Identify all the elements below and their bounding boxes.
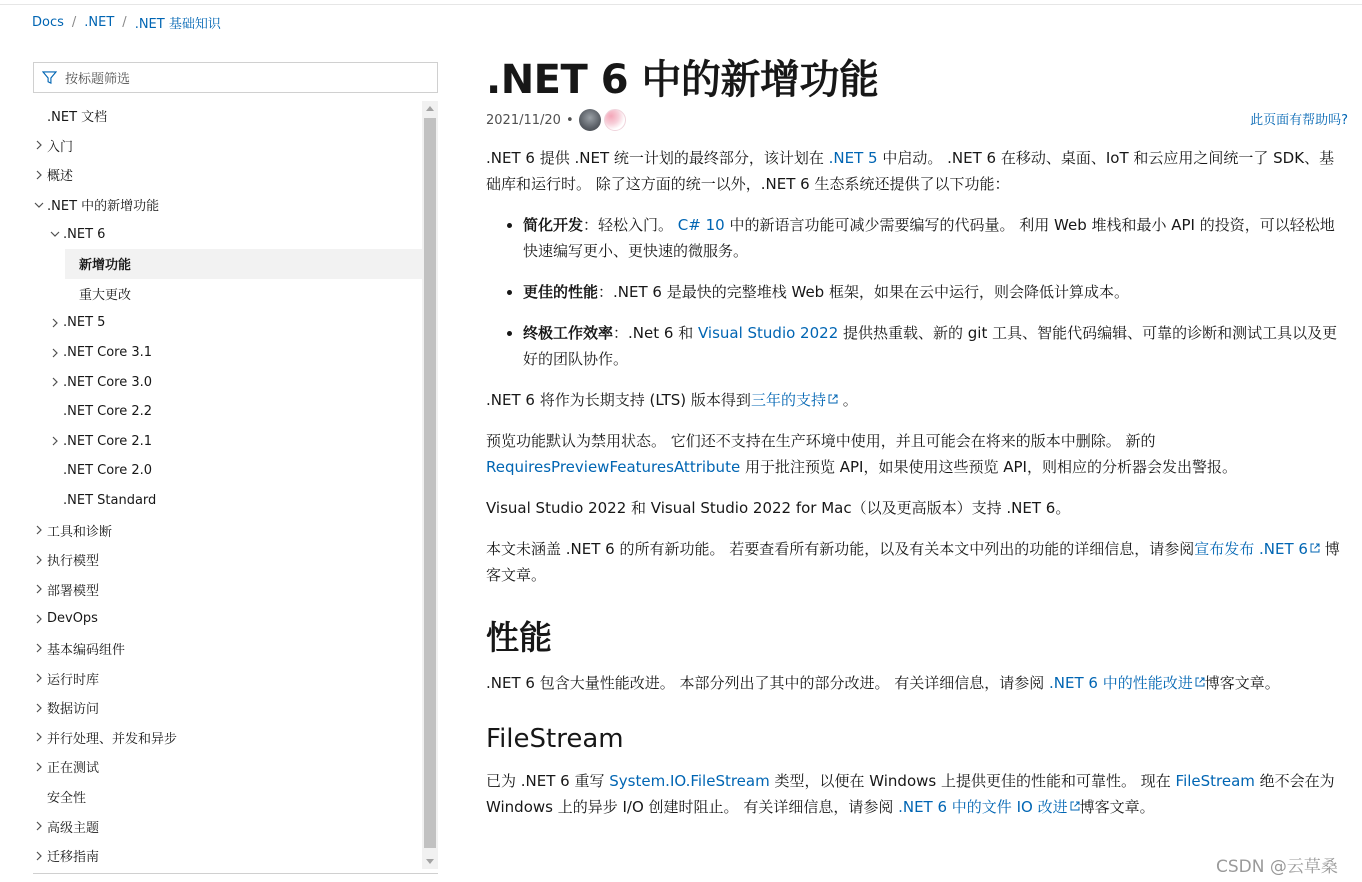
- toc-item-label: .NET 文档: [47, 110, 108, 126]
- article-body: [486, 145, 1348, 820]
- text: 已为 .NET 6 重写: [486, 772, 610, 790]
- toc-filter-input[interactable]: [33, 62, 438, 93]
- chevron-right-icon[interactable]: [33, 821, 45, 831]
- text: .NET 6 提供 .NET 统一计划的最终部分，该计划在: [486, 149, 829, 167]
- toc-item[interactable]: [33, 841, 422, 869]
- filestream-heading: FileStream: [486, 724, 624, 754]
- chevron-right-icon[interactable]: [33, 614, 45, 624]
- chevron-right-icon[interactable]: [33, 525, 45, 535]
- toc-item[interactable]: [33, 634, 422, 664]
- chevron-right-icon[interactable]: [33, 851, 45, 861]
- breadcrumb: [32, 13, 221, 32]
- toc-item[interactable]: [33, 575, 422, 605]
- external-link-icon: [1310, 543, 1320, 553]
- toc-item-label: 入门: [47, 139, 74, 155]
- bullet-title: 简化开发: [523, 216, 584, 234]
- chevron-right-icon[interactable]: [33, 762, 45, 772]
- chevron-right-icon[interactable]: [33, 555, 45, 565]
- toc-item-label: 基本编码组件: [47, 642, 126, 658]
- toc-item-label: 安全性: [47, 790, 87, 806]
- toc-item[interactable]: [33, 338, 422, 368]
- system-io-filestream-link[interactable]: System.IO.FileStream: [609, 772, 770, 790]
- support-link[interactable]: [751, 391, 838, 409]
- text: 博客文章。: [1204, 674, 1280, 692]
- not-covered-paragraph: [486, 536, 1348, 588]
- toc-item[interactable]: [33, 397, 422, 427]
- sidebar-divider: [33, 873, 438, 874]
- toc-item-label: .NET Core 2.2: [63, 404, 153, 420]
- external-link-icon: [828, 394, 838, 404]
- toc-item[interactable]: [33, 160, 422, 190]
- toc-item[interactable]: [33, 515, 422, 545]
- article-date: 2021/11/20: [486, 112, 561, 128]
- text: ：.NET 6 是最快的完整堆栈 Web 框架，如果在云中运行，则会降低计算成本。: [598, 283, 1129, 301]
- performance-paragraph: [486, 670, 1348, 696]
- toc-item[interactable]: [33, 486, 422, 516]
- toc-item-label: .NET Core 2.1: [63, 433, 153, 449]
- preview-paragraph: [486, 428, 1348, 480]
- toc-item-label: 重大更改: [79, 287, 132, 303]
- chevron-down-icon[interactable]: [33, 201, 45, 209]
- breadcrumb-fundamentals[interactable]: .NET 基础知识: [134, 17, 221, 32]
- requires-preview-link[interactable]: RequiresPreviewFeaturesAttribute: [486, 458, 741, 476]
- chevron-right-icon[interactable]: [33, 732, 45, 742]
- bullet-title: 终极工作效率: [523, 324, 614, 342]
- performance-heading: 性能: [486, 618, 552, 657]
- chevron-right-icon[interactable]: [33, 703, 45, 713]
- meta-dot: •: [565, 112, 574, 128]
- scroll-up-icon[interactable]: [426, 106, 434, 111]
- toc-item[interactable]: [33, 101, 422, 131]
- text: 本文未涵盖 .NET 6 的所有新功能。 若要查看所有新功能，以及有关本文中列出的功能的详细信息，请参阅: [486, 540, 1195, 558]
- text: .NET 6 将作为长期支持 (LTS) 版本得到: [486, 391, 751, 409]
- toc-item-label: .NET 5: [63, 315, 106, 331]
- list-item: [523, 279, 1348, 305]
- text: 预览功能默认为禁用状态。 它们还不支持在生产环境中使用，并且可能会在将来的版本中删除。 新的: [486, 432, 1156, 450]
- scroll-down-icon[interactable]: [426, 859, 434, 864]
- link-text: .NET 6 中的文件 IO 改进: [898, 798, 1068, 816]
- chevron-right-icon[interactable]: [33, 140, 45, 150]
- text: 博客文章。: [486, 540, 1340, 584]
- link-text: 宣布发布 .NET 6: [1194, 540, 1308, 558]
- toc-item[interactable]: [33, 279, 422, 309]
- text: 用于批注预览 API，如果使用这些预览 API，则相应的分析器会发出警报。: [740, 458, 1237, 476]
- filter-icon: [42, 70, 57, 85]
- toc-item-label: .NET Core 2.0: [63, 463, 153, 479]
- chevron-right-icon[interactable]: [33, 170, 45, 180]
- toc-item[interactable]: [33, 308, 422, 338]
- toc-item[interactable]: [33, 604, 422, 634]
- file-io-improvements-link[interactable]: [898, 798, 1079, 816]
- toc-item[interactable]: [33, 545, 422, 575]
- announcement-link[interactable]: [1194, 540, 1320, 558]
- contributor-avatar[interactable]: [604, 109, 626, 131]
- external-link-icon: [1195, 677, 1205, 687]
- toc-item-label: 工具和诊断: [47, 524, 113, 540]
- chevron-right-icon[interactable]: [49, 377, 61, 387]
- perf-improvements-link[interactable]: [1049, 674, 1205, 692]
- text: 中的新语言功能可减少需要编写的代码量。 利用 Web 堆栈和最小 API 的投资，可以轻松地快速编写更小、更快速的微服务。: [523, 216, 1335, 260]
- toc-item[interactable]: [33, 693, 422, 723]
- lts-paragraph: [486, 387, 1348, 413]
- page-title: .NET 6 中的新增功能: [486, 57, 879, 103]
- toc-item-label: 迁移指南: [47, 850, 100, 866]
- vs2022-link[interactable]: Visual Studio 2022: [697, 324, 839, 342]
- toc-item-label: 数据访问: [47, 702, 100, 718]
- chevron-down-icon[interactable]: [49, 230, 61, 238]
- toc-item-label: .NET Standard: [63, 493, 157, 509]
- breadcrumb-docs[interactable]: Docs: [32, 15, 64, 30]
- toc-item-label: DevOps: [47, 611, 98, 627]
- toc-item-label: 新增功能: [79, 258, 132, 274]
- chevron-right-icon[interactable]: [33, 643, 45, 653]
- toc-item[interactable]: [33, 782, 422, 812]
- breadcrumb-separator: /: [122, 15, 127, 30]
- chevron-right-icon[interactable]: [49, 348, 61, 358]
- toc-item[interactable]: [33, 456, 422, 486]
- csharp10-link[interactable]: C# 10: [677, 216, 725, 234]
- list-item: [523, 320, 1348, 372]
- text: ：.Net 6 和: [613, 324, 698, 342]
- watermark: CSDN @云草桑: [1216, 857, 1338, 877]
- toc-item-label: .NET Core 3.1: [63, 345, 153, 361]
- toc-item[interactable]: [33, 663, 422, 693]
- toc-item-label: 概述: [47, 169, 74, 185]
- intro-paragraph: [486, 145, 1348, 197]
- text: 绝不会在为 Windows 上的异步 I/O 创建时阻止。 有关详细信息，请参阅: [486, 772, 1335, 816]
- filter-placeholder: 按标题筛选: [65, 72, 131, 87]
- feature-list: [486, 212, 1348, 372]
- vs-paragraph: Visual Studio 2022 和 Visual Studio 2022 for Mac（以及更高版本）支持 .NET 6。: [486, 499, 1071, 517]
- net5-link[interactable]: .NET 5: [828, 149, 878, 167]
- toc-item[interactable]: [33, 427, 422, 457]
- link-text: .NET 6 中的性能改进: [1049, 674, 1193, 692]
- toc-item-label: .NET 6: [63, 226, 106, 242]
- breadcrumb-dotnet[interactable]: .NET: [84, 15, 115, 30]
- toc-item[interactable]: [65, 249, 422, 279]
- toc-item[interactable]: [33, 190, 422, 220]
- scrollbar-thumb[interactable]: [424, 118, 436, 848]
- top-divider: [0, 4, 1362, 5]
- toc-item-label: 部署模型: [47, 583, 100, 599]
- text: ：轻松入门。: [583, 216, 678, 234]
- list-item: [523, 212, 1348, 264]
- toc-item[interactable]: [33, 752, 422, 782]
- table-of-contents: [33, 101, 422, 869]
- toc-scrollbar[interactable]: [422, 101, 438, 869]
- toc-item[interactable]: [33, 131, 422, 161]
- text: .NET 6 包含大量性能改进。 本部分列出了其中的部分改进。 有关详细信息，请参阅: [486, 674, 1050, 692]
- toc-item[interactable]: [33, 811, 422, 841]
- text: 提供热重载、新的 git 工具、智能代码编辑、可靠的诊断和测试工具以及更好的团队协作。: [523, 324, 1338, 368]
- link-text: 三年的支持: [750, 391, 826, 409]
- toc-item-label: 运行时库: [47, 672, 100, 688]
- filestream-link[interactable]: FileStream: [1175, 772, 1255, 790]
- filestream-paragraph: [486, 768, 1348, 820]
- chevron-right-icon[interactable]: [33, 673, 45, 683]
- toc-item[interactable]: [33, 219, 422, 249]
- toc-item-label: 正在测试: [47, 761, 100, 777]
- toc-item-label: 并行处理、并发和异步: [47, 731, 178, 747]
- toc-item-label: 执行模型: [47, 554, 100, 570]
- article-meta: [486, 107, 1348, 133]
- toc-item[interactable]: [33, 367, 422, 397]
- external-link-icon: [1070, 801, 1080, 811]
- text: 。: [837, 391, 858, 409]
- text: 博客文章。: [1079, 798, 1155, 816]
- toc-item-label: .NET Core 3.0: [63, 374, 153, 390]
- article: [486, 54, 1348, 835]
- toc-item[interactable]: [33, 722, 422, 752]
- contributor-avatar[interactable]: [579, 109, 601, 131]
- bullet-title: 更佳的性能: [523, 283, 599, 301]
- text: 中启动。 .NET 6 在移动、桌面、IoT 和云应用之间统一了 SDK、基础库和运行时。 除了这方面的统一以外，.NET 6 生态系统还提供了以下功能：: [486, 149, 1335, 193]
- chevron-right-icon[interactable]: [33, 584, 45, 594]
- toc-item-label: .NET 中的新增功能: [47, 199, 160, 215]
- breadcrumb-separator: /: [71, 15, 77, 30]
- chevron-right-icon[interactable]: [49, 318, 61, 328]
- toc-item-label: 高级主题: [47, 820, 100, 836]
- text: 类型，以便在 Windows 上提供更佳的性能和可靠性。 现在: [769, 772, 1176, 790]
- helpful-feedback-link[interactable]: 此页面有帮助吗?: [1250, 113, 1348, 128]
- chevron-right-icon[interactable]: [49, 436, 61, 446]
